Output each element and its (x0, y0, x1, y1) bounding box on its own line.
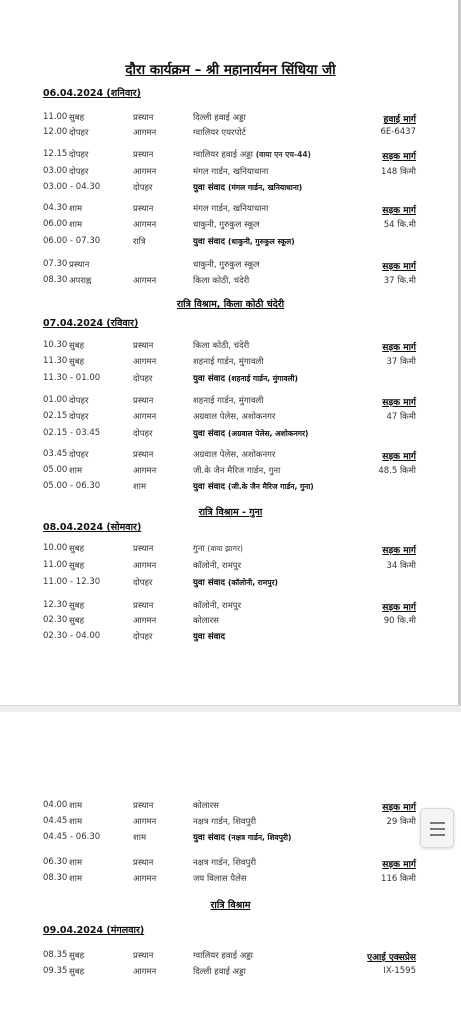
row-place-subtext: (कॉलोनी, रामपुर) (227, 578, 278, 587)
row-place-subtext: (शहनाई गार्डन, मुंगावली) (227, 374, 298, 383)
row-action: आगमन (133, 220, 157, 230)
row-travel-mode: सड़क मार्ग (382, 452, 416, 462)
row-place-text: दिल्ली हवाई अड्डा (193, 113, 246, 123)
row-period: अपराह्न (69, 276, 92, 286)
night-stay-heading: रात्रि विश्राम, किला कोठी चंदेरी (176, 299, 285, 310)
row-action: दोपहर (133, 429, 153, 439)
row-travel-mode: सड़क मार्ग (382, 206, 416, 216)
schedule-row (0, 543, 461, 557)
row-time: 02.30 - 04.00 (43, 631, 101, 641)
row-place-text: ग्वालियर एयरपोर्ट (193, 128, 246, 138)
row-travel-mode: सड़क मार्ग (382, 603, 416, 613)
day-header: 07.04.2024 (रविवार) (43, 318, 139, 329)
row-period: सुबह (69, 113, 85, 123)
row-action: शाम (133, 482, 147, 492)
row-place-text: कॉलोनी, रामपुर (193, 561, 242, 571)
row-place-text: धाकुनी, गुरुकुल स्कूल (193, 220, 260, 230)
schedule-row (0, 816, 461, 830)
row-action: आगमन (133, 357, 157, 367)
row-place (193, 832, 291, 843)
schedule-row (0, 275, 461, 289)
row-action: आगमन (133, 412, 157, 422)
row-travel-mode: सड़क मार्ग (382, 803, 416, 813)
row-period: सुबह (69, 544, 85, 554)
row-place-text: युवा संवाद (193, 833, 226, 843)
row-place (193, 800, 219, 811)
row-period: सुबह (69, 601, 85, 611)
row-action: दोपहर (133, 632, 153, 642)
row-period: दोपहर (69, 150, 89, 160)
row-place (193, 411, 275, 422)
row-action: प्रस्थान (133, 450, 154, 460)
row-time: 08.30 (43, 873, 68, 883)
schedule-row (0, 203, 461, 217)
schedule-row (0, 236, 461, 250)
row-period: दोपहर (69, 450, 89, 460)
row-place (193, 340, 249, 351)
row-action: आगमन (133, 167, 157, 177)
row-time: 06.30 (43, 857, 68, 867)
row-period: दोपहर (69, 167, 89, 177)
row-period: शाम (69, 817, 83, 827)
row-time: 10.30 (43, 340, 68, 350)
row-place (193, 112, 246, 123)
row-action: आगमन (133, 817, 157, 827)
row-place (193, 259, 260, 270)
row-period: शाम (69, 220, 83, 230)
row-place (193, 465, 280, 476)
schedule-row (0, 631, 461, 645)
schedule-row (0, 577, 461, 591)
row-place-text: कॉलोनी, रामपुर (193, 601, 242, 611)
row-action: शाम (133, 833, 147, 843)
row-travel-mode: सड़क मार्ग (382, 262, 416, 272)
row-action: आगमन (133, 874, 157, 884)
row-action: प्रस्थान (133, 396, 154, 406)
row-period: शाम (69, 801, 83, 811)
row-action: प्रस्थान (133, 544, 154, 554)
row-place (193, 373, 298, 384)
row-place (193, 203, 268, 214)
row-time: 06.00 (43, 219, 68, 229)
row-place-text: जी.के जैन मैरिज गार्डन, गुना (193, 466, 281, 476)
row-place-text: युवा संवाद (193, 183, 226, 193)
row-period: सुबह (69, 616, 85, 626)
schedule-row (0, 259, 461, 273)
row-place-text: दिल्ली हवाई अड्डा (193, 967, 246, 977)
row-action: प्रस्थान (133, 150, 154, 160)
row-place-text: नक्षत्र गार्डन, शिवपुरी (193, 858, 257, 868)
row-period: सुबह (69, 951, 85, 961)
day-header: 09.04.2024 (मंगलवार) (43, 925, 145, 936)
row-time: 05.00 - 06.30 (43, 481, 101, 491)
page-title: दौरा कार्यक्रम – श्री महानार्यमन सिंधिया जी (125, 62, 336, 78)
row-place (193, 127, 246, 138)
row-time: 03.00 (43, 166, 68, 176)
row-place (193, 577, 278, 588)
row-period: सुबह (69, 341, 85, 351)
row-period: शाम (69, 204, 83, 214)
row-place (193, 219, 260, 230)
row-period: सुबह (69, 561, 85, 571)
row-period: दोपहर (69, 412, 89, 422)
row-time: 11.00 (43, 560, 68, 570)
row-period: शाम (69, 466, 83, 476)
row-time: 02.15 - 03.45 (43, 428, 101, 438)
row-time: 04.45 - 06.30 (43, 832, 101, 842)
row-detail: 116 किमी (381, 874, 416, 884)
row-place (193, 950, 253, 961)
row-action: दोपहर (133, 183, 153, 193)
row-time: 11.30 - 01.00 (43, 373, 101, 383)
schedule-row (0, 560, 461, 574)
row-action: आगमन (133, 616, 157, 626)
schedule-row (0, 615, 461, 629)
row-detail: 54 कि.मी (383, 220, 416, 230)
night-stay-heading: रात्रि विश्राम (210, 900, 251, 911)
row-action: प्रस्थान (133, 801, 154, 811)
row-detail: 48.5 किमी (378, 466, 416, 476)
row-action: आगमन (133, 967, 157, 977)
row-place-text: कोलारस (193, 801, 219, 811)
schedule-row (0, 966, 461, 980)
row-action: आगमन (133, 128, 157, 138)
schedule-row (0, 219, 461, 233)
row-place (193, 873, 247, 884)
schedule-row (0, 950, 461, 964)
row-time: 12.00 (43, 127, 68, 137)
row-place-text: ग्वालियर हवाई अड्डा (193, 951, 254, 961)
schedule-row (0, 112, 461, 126)
row-action: प्रस्थान (133, 601, 154, 611)
row-place (193, 816, 256, 827)
row-period: प्रस्थान (69, 260, 90, 270)
row-time: 11.00 (43, 112, 68, 122)
schedule-row (0, 449, 461, 463)
row-action: प्रस्थान (133, 204, 154, 214)
schedule-row (0, 395, 461, 409)
day-header: 08.04.2024 (सोमवार) (43, 522, 142, 533)
row-place-text: धाकुनी, गुरुकुल स्कूल (193, 260, 260, 270)
row-place-text: मंगल गार्डन, खनियाधाना (193, 167, 269, 177)
row-travel-mode: सड़क मार्ग (382, 343, 416, 353)
schedule-row (0, 166, 461, 180)
row-place-text: शहनाई गार्डन, मुंगावली (193, 396, 264, 406)
row-time: 08.35 (43, 950, 68, 960)
row-place (193, 182, 302, 193)
row-detail: 37 कि.मी (383, 276, 416, 286)
row-action: प्रस्थान (133, 951, 154, 961)
row-action: दोपहर (133, 578, 153, 588)
row-time: 12.15 (43, 149, 68, 159)
row-time: 04.45 (43, 816, 68, 826)
night-stay-heading: रात्रि विश्राम - गुना (198, 507, 263, 518)
row-time: 02.30 (43, 615, 68, 625)
row-place (193, 857, 256, 868)
row-time: 07.30 (43, 259, 68, 269)
row-time: 03.45 (43, 449, 68, 459)
row-place-subtext: (धाकुनी, गुरुकुल स्कूल) (227, 237, 295, 246)
row-place-text: जय विलास पैलेस (193, 874, 247, 884)
row-place (193, 631, 225, 642)
row-place (193, 449, 275, 460)
schedule-row (0, 149, 461, 163)
schedule-row (0, 411, 461, 425)
schedule-row (0, 873, 461, 887)
row-place (193, 356, 264, 367)
row-place-subtext: (वाया झागर) (207, 544, 243, 553)
day-header: 06.04.2024 (शनिवार) (43, 88, 141, 99)
row-place-text: युवा संवाद (193, 374, 226, 384)
row-travel-mode: सड़क मार्ग (382, 152, 416, 162)
row-place-subtext: (मंगल गार्डन, खनियाधाना) (227, 183, 303, 192)
row-detail: 148 किमी (381, 167, 416, 177)
row-travel-mode: सड़क मार्ग (382, 860, 416, 870)
row-place (193, 966, 246, 977)
row-period: सुबह (69, 357, 85, 367)
schedule-row (0, 481, 461, 495)
row-period: दोपहर (69, 396, 89, 406)
row-place (193, 428, 308, 439)
row-place-subtext: (अग्रवाल पेलेस, अशोकनगर) (227, 429, 309, 438)
schedule-row (0, 127, 461, 141)
row-time: 11.00 - 12.30 (43, 577, 101, 587)
row-action: आगमन (133, 276, 157, 286)
schedule-row (0, 373, 461, 387)
row-travel-mode: हवाई मार्ग (383, 115, 416, 125)
row-time: 03.00 - 04.30 (43, 182, 101, 192)
row-travel-mode: सड़क मार्ग (382, 398, 416, 408)
row-time: 06.00 - 07.30 (43, 236, 101, 246)
row-travel-mode: सड़क मार्ग (382, 546, 416, 556)
row-detail: 37 किमी (386, 357, 416, 367)
row-place-text: युवा संवाद (193, 237, 226, 247)
row-detail: IX-1595 (383, 966, 416, 976)
row-place-text: मंगल गार्डन, खनियाधाना (193, 204, 269, 214)
row-action: दोपहर (133, 374, 153, 384)
schedule-row (0, 600, 461, 614)
row-travel-mode: एआई एक्सप्रेस (367, 953, 416, 963)
row-detail: 6E-6437 (380, 127, 416, 137)
row-place (193, 560, 241, 571)
row-period: शाम (69, 874, 83, 884)
row-place-text: अग्रवाल पेलेस, अशोकनगर (193, 450, 276, 460)
row-place (193, 395, 264, 406)
row-place-text: नक्षत्र गार्डन, शिवपुरी (193, 817, 257, 827)
row-place-text: युवा संवाद (193, 632, 226, 642)
schedule-row (0, 182, 461, 196)
row-action: प्रस्थान (133, 113, 154, 123)
row-place-text: शहनाई गार्डन, मुंगावली (193, 357, 264, 367)
row-detail: 29 किमी (386, 817, 416, 827)
row-place (193, 615, 219, 626)
row-place (193, 481, 314, 492)
row-place-text: ग्वालियर हवाई अड्डा (193, 150, 254, 160)
row-place-text: किला कोठी, चंदेरी (193, 276, 250, 286)
row-time: 05.00 (43, 465, 68, 475)
row-time: 11.30 (43, 356, 68, 366)
row-place (193, 275, 249, 286)
row-action: आगमन (133, 561, 157, 571)
row-place (193, 166, 268, 177)
schedule-row (0, 857, 461, 871)
row-time: 01.00 (43, 395, 68, 405)
row-place-text: किला कोठी, चंदेरी (193, 341, 250, 351)
schedule-row (0, 356, 461, 370)
row-action: प्रस्थान (133, 858, 154, 868)
row-place (193, 236, 295, 247)
row-period: दोपहर (69, 128, 89, 138)
row-place-text: युवा संवाद (193, 482, 226, 492)
row-place-text: युवा संवाद (193, 578, 226, 588)
row-time: 12.30 (43, 600, 68, 610)
row-time: 02.15 (43, 411, 68, 421)
row-detail: 90 कि.मी (383, 616, 416, 626)
schedule-row (0, 340, 461, 354)
row-period: शाम (69, 858, 83, 868)
row-place (193, 149, 311, 160)
row-time: 08.30 (43, 275, 68, 285)
row-time: 04.30 (43, 203, 68, 213)
row-time: 10.00 (43, 543, 68, 553)
row-detail: 47 किमी (386, 412, 416, 422)
row-place-subtext: (वाया एन एच-44) (255, 150, 311, 159)
row-place (193, 543, 243, 554)
row-action: रात्रि (133, 237, 146, 247)
row-action: आगमन (133, 466, 157, 476)
schedule-row (0, 465, 461, 479)
row-period: सुबह (69, 967, 85, 977)
row-place-text: कोलारस (193, 616, 219, 626)
row-place-text: गुना (193, 544, 205, 554)
row-time: 04.00 (43, 800, 68, 810)
schedule-row (0, 832, 461, 846)
row-place-subtext: (नक्षत्र गार्डन, शिवपुरी) (227, 833, 292, 842)
schedule-row (0, 800, 461, 814)
row-place (193, 600, 241, 611)
schedule-row (0, 428, 461, 442)
row-detail: 34 किमी (386, 561, 416, 571)
row-time: 09.35 (43, 966, 68, 976)
row-place-text: अग्रवाल पेलेस, अशोकनगर (193, 412, 276, 422)
row-action: प्रस्थान (133, 341, 154, 351)
row-place-subtext: (जी.के जैन मैरिज गार्डन, गुना) (227, 482, 314, 491)
row-place-text: युवा संवाद (193, 429, 226, 439)
